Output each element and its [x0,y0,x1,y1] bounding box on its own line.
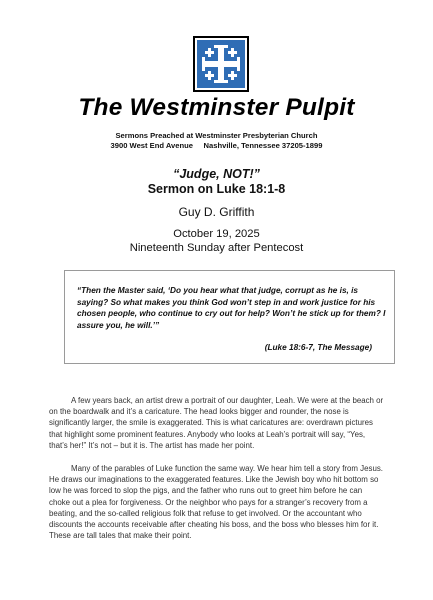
sermon-scripture: Sermon on Luke 18:1-8 [147,182,286,196]
sermon-date: October 19, 2025 [173,228,260,240]
jerusalem-cross-logo-icon [193,36,249,92]
liturgical-occasion: Nineteenth Sunday after Pentecost [129,242,304,254]
church-logo [193,36,249,92]
epigraph-text: “Then the Master said, ‘Do you hear what that judge, corrupt as he is, is saying? So what makes you think God won’t step in and work justice for his chosen people, who continue to cry out for help? Won’t he stick up for them? I assure you, he will.’” [77,286,386,330]
publication-title: The Westminster Pulpit [78,94,355,121]
body-paragraph: A few years back, an artist drew a portrait of our daughter, Leah. We were at the beach or on the boardwalk and it’s a caricature. The head looks bigger and rounder, the nose is significantly larger, the smile is exaggerated. This is what caricatures are: overdrawn pictures that highlight some prominent features. Anybody who looks at Leah’s portrait will say, “Yes, that’s her!” It’s not – but it is. The artist has made her point. [49,396,384,450]
preacher-name: Guy D. Griffith [178,205,255,219]
sermon-title: “Judge, NOT!” [173,167,260,181]
epigraph-citation: (Luke 18:6-7, The Message) [264,343,372,352]
church-name: Sermons Preached at Westminster Presbyterian Church [115,131,318,140]
epigraph-box [64,270,395,364]
body-paragraph: Many of the parables of Luke function the same way. We hear him tell a story from Jesus. He draws our imaginations to the exaggerated features. Like the Jewish boy who hit bottom so low he was forced to slop the pigs, and the father who runs out to greet him before he can choke out a plea for forgiveness. Or the neighbor who pays for a stranger’s recovery from a beating, and the so-called religious folk that refuse to get involved. Or the accountant who discounts the accounts receivable after cheating his boss, and the boss who blesses him for it. These are tall tales that make their point. [49,464,383,541]
church-address: 3900 West End Avenue Nashville, Tennessee 37205-1899 [110,141,323,150]
